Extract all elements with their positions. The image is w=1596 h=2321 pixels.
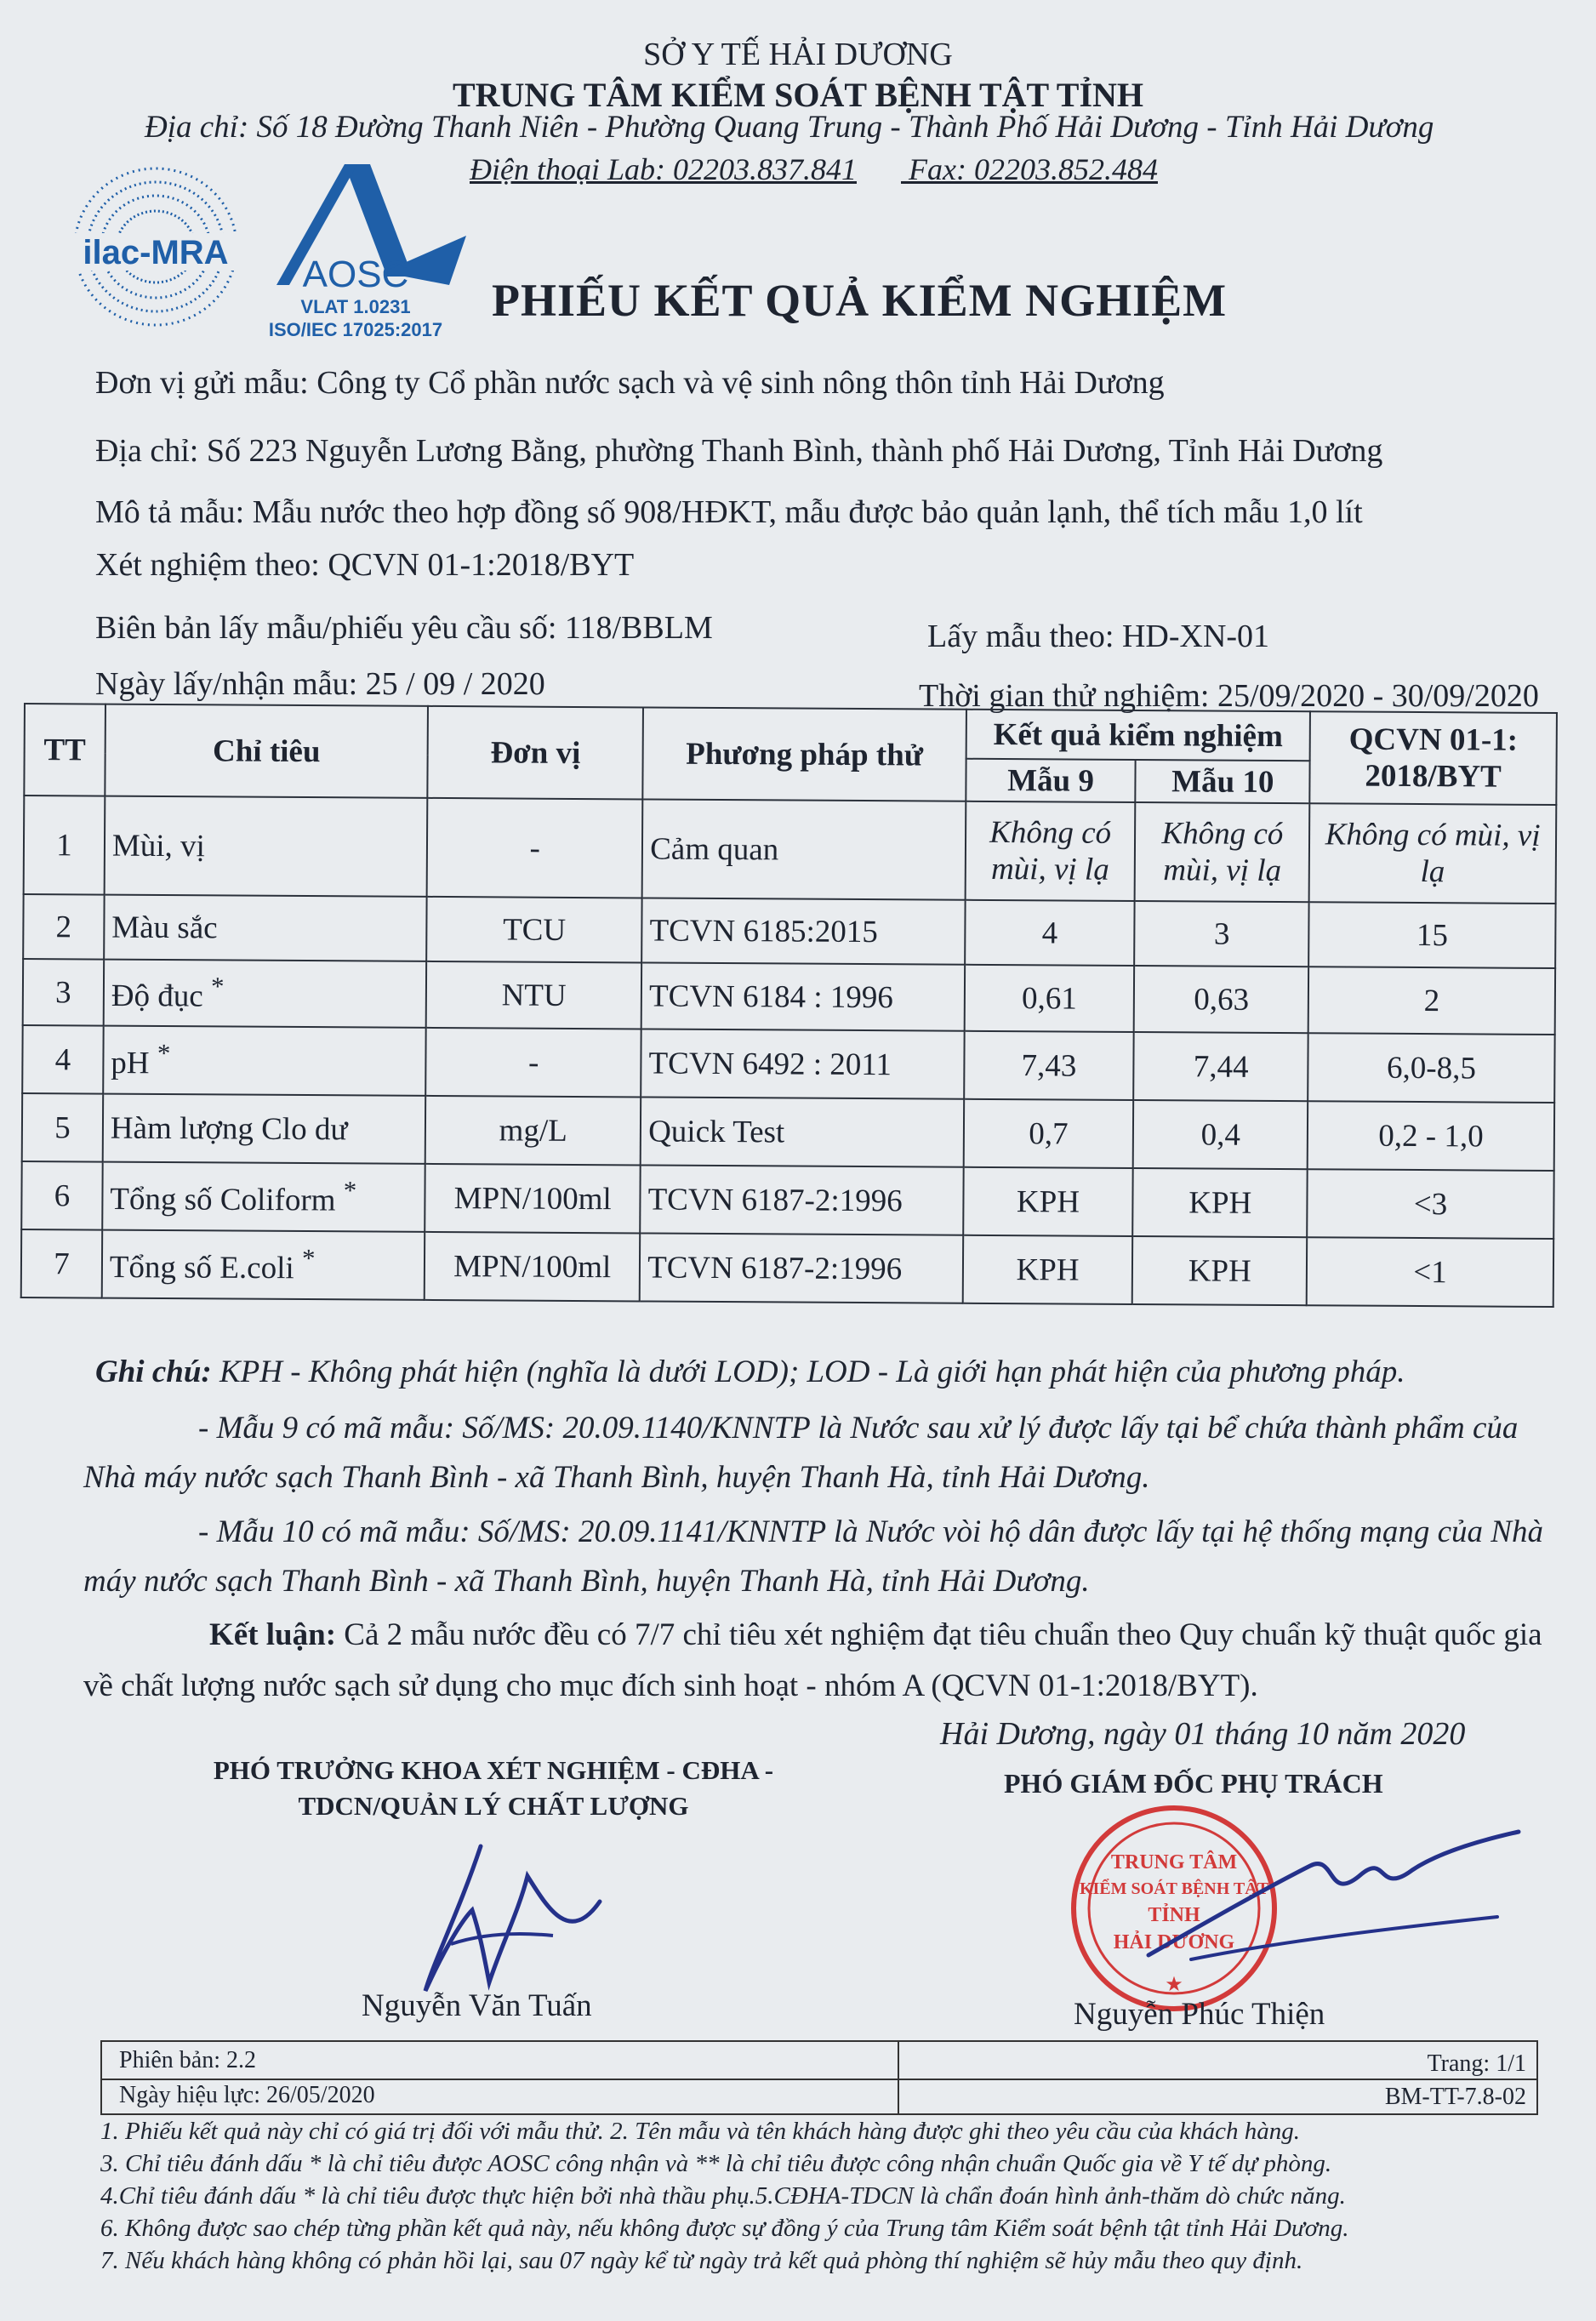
document-title: PHIẾU KẾT QUẢ KIỂM NGHIỆM bbox=[492, 275, 1228, 326]
footer-page: Trang: 1/1 bbox=[1427, 2050, 1526, 2077]
aosc-text: AOSC bbox=[302, 254, 409, 295]
row-standard: <3 bbox=[1307, 1169, 1553, 1239]
note-kph bbox=[95, 1348, 1559, 1397]
row-unit: - bbox=[427, 798, 643, 898]
note-sample9: - Mẫu 9 có mã mẫu: Số/MS: 20.09.1140/KNNTP là Nước sau xử lý được lấy tại bể chứa thành phẩm của Nhà máy nước sạch Thanh Bình - xã Thanh Bình, huyện Thanh Hà, tỉnh Hải Dương. bbox=[83, 1411, 1519, 1495]
row-indicator bbox=[102, 1230, 425, 1300]
row-unit: TCU bbox=[426, 897, 641, 963]
row-sample9: 0,61 bbox=[964, 965, 1134, 1032]
sender-address: Địa chỉ: Số 223 Nguyễn Lương Bằng, phường Thanh Bình, thành phố Hải Dương, Tỉnh Hải Dương bbox=[95, 433, 1383, 469]
official-stamp bbox=[1055, 1794, 1531, 2023]
stamp-line-4: HẢI DƯƠNG bbox=[1113, 1931, 1235, 1953]
col-header-results: Kết quả kiểm nghiệm bbox=[966, 710, 1310, 761]
row-unit: MPN/100ml bbox=[425, 1232, 640, 1302]
row-method: Quick Test bbox=[641, 1097, 964, 1166]
center-address: Địa chỉ: Số 18 Đường Thanh Niên - Phường Quang Trung - Thành Phố Hải Dương - Tỉnh Hải Dương bbox=[145, 110, 1434, 145]
row-unit: NTU bbox=[426, 961, 641, 1029]
row-standard: <1 bbox=[1307, 1237, 1553, 1307]
left-signer-title bbox=[179, 1753, 808, 1824]
row-unit: mg/L bbox=[425, 1096, 641, 1166]
footer-note-5: 7. Nếu khách hàng không có phản hồi lại, sau 07 ngày kể từ ngày trả kết quả phòng thí nghiệm sẽ hủy mẫu theo quy định. bbox=[100, 2247, 1303, 2274]
row-sample9: Không có mùi, vị lạ bbox=[965, 801, 1135, 901]
conclusion-label: Kết luận: bbox=[209, 1617, 337, 1652]
footer-notes bbox=[100, 2115, 1348, 2277]
right-signer-name: Nguyễn Phúc Thiện bbox=[1074, 1997, 1325, 2032]
footer-row-1 bbox=[102, 2042, 1536, 2080]
row-tt: 7 bbox=[21, 1229, 102, 1298]
sample-description: Mô tả mẫu: Mẫu nước theo hợp đồng số 908/HĐKT, mẫu được bảo quản lạnh, thể tích mẫu 1,0 lít bbox=[95, 494, 1363, 530]
row-sample9: KPH bbox=[963, 1167, 1133, 1236]
accredited-mark: * bbox=[343, 1176, 357, 1206]
test-period: Thời gian thử nghiệm: 25/09/2020 - 30/09/2020 bbox=[919, 678, 1539, 714]
indicator-name: Tổng số Coliform bbox=[110, 1181, 336, 1218]
contact-line bbox=[470, 151, 1202, 187]
row-sample9: 0,7 bbox=[963, 1099, 1133, 1168]
row-standard: 2 bbox=[1308, 967, 1555, 1035]
footer-note-4: 6. Không được sao chép từng phần kết quả này, nếu không được sự đồng ý của Trung tâm Kiểm soát bệnh tật tỉnh Hải Dương. bbox=[100, 2215, 1349, 2242]
row-unit: - bbox=[426, 1028, 641, 1098]
table-row bbox=[21, 1229, 1553, 1307]
receive-date: Ngày lấy/nhận mẫu: 25 / 09 / 2020 bbox=[95, 666, 545, 702]
row-method: Cảm quan bbox=[642, 799, 966, 899]
row-sample9: KPH bbox=[962, 1235, 1132, 1304]
row-sample10: 7,44 bbox=[1134, 1032, 1308, 1101]
left-title-line2: TDCN/QUẢN LÝ CHẤT LƯỢNG bbox=[298, 1791, 689, 1821]
row-indicator bbox=[104, 895, 427, 961]
footer-note-1: 1. Phiếu kết quả này chỉ có giá trị đối với mẫu thử. 2. Tên mẫu và tên khách hàng được ghi theo yêu cầu của khách hàng. bbox=[100, 2118, 1300, 2145]
row-sample10: KPH bbox=[1133, 1168, 1308, 1237]
row-standard: Không có mùi, vị lạ bbox=[1309, 803, 1556, 904]
row-indicator bbox=[102, 1162, 425, 1232]
row-tt: 4 bbox=[22, 1025, 103, 1094]
footer-version-box bbox=[100, 2040, 1538, 2115]
table-row bbox=[22, 1093, 1554, 1171]
stamp-star-icon: ★ bbox=[1165, 1974, 1183, 1996]
row-method: TCVN 6184 : 1996 bbox=[641, 962, 965, 1030]
row-indicator bbox=[104, 960, 427, 1028]
stamp-line-3: TỈNH bbox=[1148, 1904, 1200, 1926]
left-signer-name: Nguyễn Văn Tuấn bbox=[362, 1988, 592, 2023]
row-indicator bbox=[103, 1094, 426, 1164]
row-standard: 6,0-8,5 bbox=[1308, 1033, 1554, 1103]
col-header-unit: Đơn vị bbox=[428, 706, 644, 800]
indicator-name: Màu sắc bbox=[111, 910, 218, 945]
footer-row-2 bbox=[102, 2079, 1536, 2115]
accredited-mark: * bbox=[210, 972, 225, 1001]
table-row bbox=[22, 1025, 1554, 1103]
phone-number: Điện thoại Lab: 02203.837.841 bbox=[470, 152, 857, 186]
ilac-text: ilac-MRA bbox=[83, 234, 229, 271]
note-label: Ghi chú: bbox=[95, 1354, 212, 1389]
row-sample10: 0,63 bbox=[1134, 966, 1308, 1033]
col-header-method: Phương pháp thử bbox=[643, 707, 966, 801]
conclusion bbox=[83, 1610, 1555, 1712]
row-tt: 2 bbox=[23, 894, 104, 960]
row-tt: 5 bbox=[22, 1093, 103, 1162]
indicator-name: Mùi, vị bbox=[111, 828, 205, 864]
aosc-iso: ISO/IEC 17025:2017 bbox=[268, 319, 443, 340]
note-sample10: - Mẫu 10 có mã mẫu: Số/MS: 20.09.1141/KNNTP là Nước vòi hộ dân được lấy tại hệ thống mạng của Nhà máy nước sạch Thanh Bình - xã Thanh Bình, huyện Thanh Hà, tỉnh Hải Dương. bbox=[83, 1514, 1543, 1599]
table-row bbox=[21, 1161, 1553, 1239]
col-header-tt: TT bbox=[24, 704, 105, 796]
sampling-record: Biên bản lấy mẫu/phiếu yêu cầu số: 118/BBLM bbox=[95, 610, 713, 646]
row-sample10: Không có mùi, vị lạ bbox=[1135, 802, 1309, 902]
note-kph-text: KPH - Không phát hiện (nghĩa là dưới LOD); LOD - Là giới hạn phát hiện của phương pháp. bbox=[219, 1354, 1405, 1389]
results-table bbox=[20, 703, 1558, 1308]
right-signer-title: PHÓ GIÁM ĐỐC PHỤ TRÁCH bbox=[1004, 1768, 1383, 1799]
row-method: TCVN 6185:2015 bbox=[641, 898, 965, 964]
row-method: TCVN 6492 : 2011 bbox=[641, 1029, 964, 1098]
footer-version: Phiên bản: 2.2 bbox=[119, 2047, 256, 2073]
footer-note-2: 3. Chỉ tiêu đánh dấu * là chỉ tiêu được AOSC công nhận và ** là chỉ tiêu được công nhận chuẩn Quốc gia về Y tế dự phòng. bbox=[100, 2150, 1332, 2177]
left-signature bbox=[400, 1816, 621, 2004]
row-indicator bbox=[105, 796, 428, 897]
test-standard: Xét nghiệm theo: QCVN 01-1:2018/BYT bbox=[95, 547, 635, 583]
accredited-mark: * bbox=[157, 1038, 171, 1068]
conclusion-text: Cả 2 mẫu nước đều có 7/7 chỉ tiêu xét nghiệm đạt tiêu chuẩn theo Quy chuẩn kỹ thuật quốc gia về chất lượng nước sạch sử dụng cho mục đích sinh hoạt - nhóm A (QCVN 01-1:2018/BYT). bbox=[83, 1617, 1542, 1703]
sampling-method: Lấy mẫu theo: HD-XN-01 bbox=[927, 619, 1270, 654]
row-tt: 6 bbox=[21, 1161, 102, 1230]
col-header-standard bbox=[1310, 711, 1557, 805]
row-sample9: 7,43 bbox=[964, 1031, 1134, 1100]
row-method: TCVN 6187-2:1996 bbox=[640, 1165, 963, 1235]
dept-name: SỞ Y TẾ HẢI DƯƠNG bbox=[643, 37, 953, 72]
row-sample9: 4 bbox=[965, 900, 1135, 966]
footer-form-code: BM-TT-7.8-02 bbox=[1384, 2084, 1526, 2110]
table-row bbox=[24, 796, 1557, 904]
row-sample10: 0,4 bbox=[1133, 1100, 1308, 1169]
standard-header-line1: QCVN 01-1: bbox=[1348, 721, 1519, 758]
row-method: TCVN 6187-2:1996 bbox=[640, 1233, 963, 1303]
footer-note-3: 4.Chỉ tiêu đánh dấu * là chỉ tiêu được thực hiện bởi nhà thầu phụ.5.CĐHA-TDCN là chẩn đoán hình ảnh-thăm dò chức năng. bbox=[100, 2182, 1346, 2210]
indicator-name: Tổng số E.coli bbox=[109, 1249, 294, 1286]
indicator-name: pH bbox=[111, 1045, 150, 1081]
table-row bbox=[23, 894, 1555, 968]
table-row bbox=[23, 959, 1555, 1035]
row-standard: 15 bbox=[1308, 902, 1555, 968]
row-sample10: KPH bbox=[1132, 1236, 1307, 1305]
ilac-mra-logo bbox=[66, 162, 245, 336]
row-unit: MPN/100ml bbox=[425, 1164, 641, 1234]
col-header-sample10: Mẫu 10 bbox=[1136, 760, 1310, 803]
row-tt: 3 bbox=[23, 959, 104, 1026]
col-header-sample9: Mẫu 9 bbox=[966, 759, 1136, 802]
row-standard: 0,2 - 1,0 bbox=[1308, 1101, 1554, 1171]
sender-unit: Đơn vị gửi mẫu: Công ty Cổ phần nước sạch và vệ sinh nông thôn tỉnh Hải Dương bbox=[95, 365, 1165, 401]
left-title-line1: PHÓ TRƯỞNG KHOA XÉT NGHIỆM - CĐHA - bbox=[213, 1755, 774, 1785]
accredited-mark: * bbox=[301, 1243, 316, 1273]
stamp-line-2: KIỂM SOÁT BỆNH TẬT bbox=[1079, 1879, 1269, 1898]
col-header-indicator: Chỉ tiêu bbox=[105, 704, 428, 798]
center-name: TRUNG TÂM KIỂM SOÁT BỆNH TẬT TỈNH bbox=[452, 76, 1144, 114]
row-sample10: 3 bbox=[1135, 901, 1309, 967]
indicator-name: Độ đục bbox=[111, 978, 203, 1014]
footer-effective-date: Ngày hiệu lực: 26/05/2020 bbox=[119, 2082, 375, 2108]
table-header-row bbox=[25, 704, 1557, 762]
row-indicator bbox=[103, 1026, 426, 1096]
sign-date: Hải Dương, ngày 01 tháng 10 năm 2020 bbox=[940, 1716, 1466, 1752]
fax-number: Fax: 02203.852.484 bbox=[909, 152, 1158, 186]
stamp-line-1: TRUNG TÂM bbox=[1110, 1851, 1238, 1873]
aosc-vlat: VLAT 1.0231 bbox=[300, 296, 411, 317]
aosc-logo bbox=[255, 157, 468, 345]
row-tt: 1 bbox=[24, 796, 105, 895]
indicator-name: Hàm lượng Clo dư bbox=[110, 1110, 348, 1147]
standard-header-line2: 2018/BYT bbox=[1365, 758, 1502, 795]
